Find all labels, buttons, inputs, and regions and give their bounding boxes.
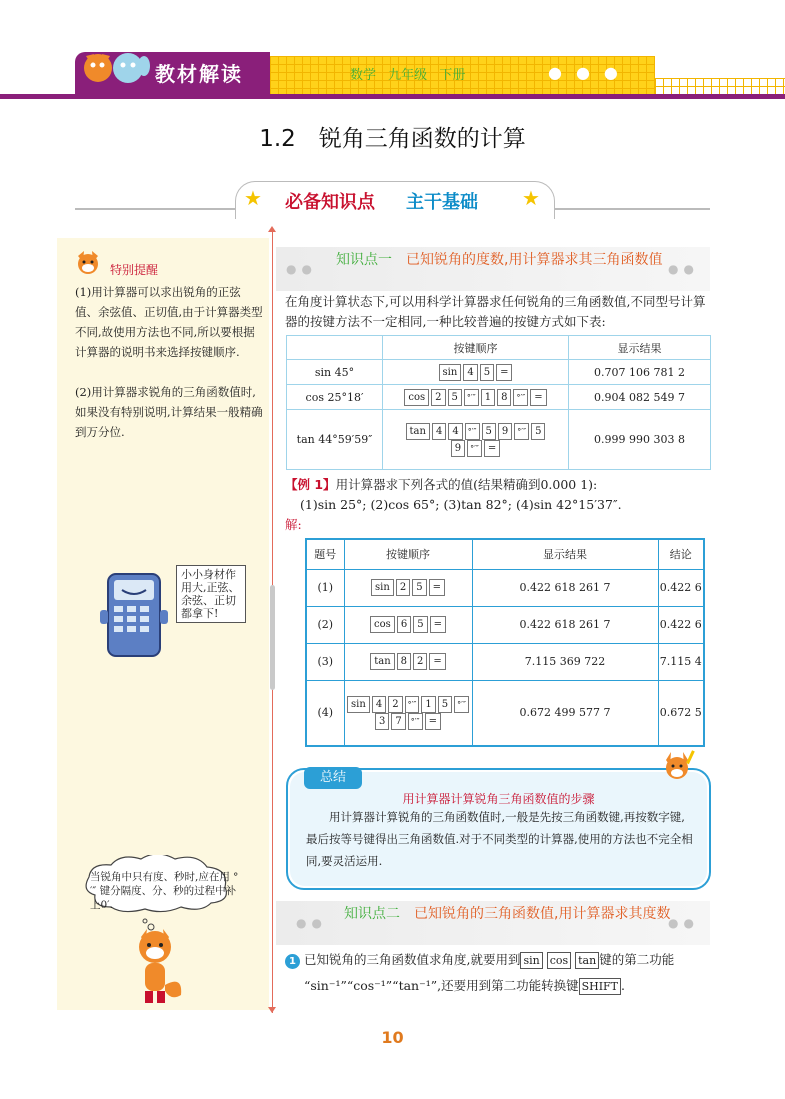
subject-label xyxy=(350,64,465,83)
conclusion-cell: 7.115 4 xyxy=(658,643,704,680)
calculator-key: = xyxy=(484,440,500,457)
kp2-text-line xyxy=(304,950,714,970)
table-row xyxy=(287,360,711,385)
subject: 数学 xyxy=(350,68,377,83)
key-sequence-cell xyxy=(383,360,569,385)
key-sequence-cell xyxy=(383,385,569,410)
fox-mascot-icon xyxy=(125,915,185,1007)
calculator-key: 4 xyxy=(463,364,477,381)
calculator-key: 3 xyxy=(375,713,389,730)
calculator-key: cos xyxy=(404,389,429,406)
calculator-key: sin xyxy=(371,579,394,596)
table-header: 显示结果 xyxy=(569,336,711,360)
dms-key: °′″ xyxy=(405,696,420,713)
dots-decoration: ●● xyxy=(286,262,317,276)
dms-key: °′″ xyxy=(514,423,529,440)
calculator-key: 5 xyxy=(438,696,452,713)
key-sequence-cell xyxy=(344,606,472,643)
expression-cell: cos 25°18′ xyxy=(287,385,383,410)
cos-key: cos xyxy=(547,952,571,969)
example-question xyxy=(285,475,597,495)
kp1-intro: 在角度计算状态下,可以用科学计算器求任何锐角的三角函数值,不同型号计算器的按键方法不一定相同,一种比较普遍的按键方式如下表: xyxy=(285,294,706,329)
kp2-label: 知识点二 xyxy=(344,906,400,922)
kp1-heading xyxy=(336,250,666,270)
calculator-key: 2 xyxy=(396,579,410,596)
calculator-key: = xyxy=(530,389,546,406)
grade: 九年级 xyxy=(388,68,428,83)
calculator-key: 5 xyxy=(448,389,462,406)
dms-key: °′″ xyxy=(513,389,528,406)
scrollbar-thumb[interactable] xyxy=(270,585,275,690)
calculator-key: 8 xyxy=(497,389,511,406)
calculator-key: tan xyxy=(406,423,430,440)
calculator-key: 7 xyxy=(391,713,405,730)
solution-table xyxy=(305,538,705,747)
calculator-key: = xyxy=(430,616,446,633)
number-cell: (1) xyxy=(306,569,344,606)
expression-cell: tan 44°59′59″ xyxy=(287,410,383,470)
table-header: 结论 xyxy=(658,539,704,569)
tip-text: (1)用计算器可以求出锐角的正弦值、余弦值、正切值,由于计算器类型不同,故使用方法也不同,所以要根据计算器的说明书来选择按键顺序. xyxy=(75,285,263,359)
kp2-text: “sin⁻¹”“cos⁻¹”“tan⁻¹”,还要用到第二功能转换键 xyxy=(304,978,579,993)
table-row xyxy=(287,385,711,410)
summary-title: 用计算器计算锐角三角函数值的步骤 xyxy=(402,792,595,806)
section-title: 1.2 锐角三角函数的计算 xyxy=(259,126,526,152)
table-header: 按键顺序 xyxy=(344,539,472,569)
header-rule xyxy=(0,94,785,99)
scroll-down-arrow-icon[interactable] xyxy=(268,1007,276,1013)
kp2-heading xyxy=(344,904,674,924)
section-pill xyxy=(235,181,555,219)
shift-key: SHIFT xyxy=(579,978,621,995)
expression-cell: sin 45° xyxy=(287,360,383,385)
table-header: 显示结果 xyxy=(472,539,658,569)
key-sequence-table xyxy=(286,335,711,470)
calculator-key: 4 xyxy=(432,423,446,440)
number-cell: (2) xyxy=(306,606,344,643)
page-number: 10 xyxy=(381,1028,404,1047)
conclusion-cell: 0.422 6 xyxy=(658,606,704,643)
key-sequence-cell xyxy=(383,410,569,470)
calculator-key: 2 xyxy=(388,696,402,713)
number-cell: (3) xyxy=(306,643,344,680)
calculator-key: sin xyxy=(439,364,462,381)
calculator-key: 4 xyxy=(448,423,462,440)
calculator-key: = xyxy=(429,579,445,596)
kp2-text: 已知锐角的三角函数值求角度,就要用到 xyxy=(304,952,521,967)
table-header: 题号 xyxy=(306,539,344,569)
tip-title: 特别提醒 xyxy=(110,263,159,277)
table-row xyxy=(306,680,704,746)
calculator-key: 9 xyxy=(498,423,512,440)
calculator-key: sin xyxy=(347,696,370,713)
table-header-empty xyxy=(287,336,383,360)
kp2-text: 键的第二功能 xyxy=(599,952,675,967)
calculator-key: = xyxy=(425,713,441,730)
conclusion-cell: 0.672 5 xyxy=(658,680,704,746)
result-cell: 0.707 106 781 2 xyxy=(569,360,711,385)
key-sequence-cell xyxy=(344,643,472,680)
calculator-key: 4 xyxy=(372,696,386,713)
star-icon: ★ xyxy=(244,186,262,210)
result-cell: 0.422 618 261 7 xyxy=(472,606,658,643)
fox-icon xyxy=(655,748,701,788)
dms-key: °′″ xyxy=(465,423,480,440)
pill-title-b: 主干基础 xyxy=(406,192,478,213)
sin-key: sin xyxy=(520,952,542,969)
kp1-label: 知识点一 xyxy=(336,252,392,268)
key-sequence-cell xyxy=(344,680,472,746)
dots-decoration: ●● xyxy=(668,262,699,276)
number-cell: (4) xyxy=(306,680,344,746)
calculator-key: 1 xyxy=(481,389,495,406)
example-text: 用计算器求下列各式的值(结果精确到0.000 1): xyxy=(335,477,598,492)
calculator-key: 5 xyxy=(482,423,496,440)
calculator-mascot-icon xyxy=(100,570,170,660)
dots-decoration: ●● xyxy=(668,916,699,930)
example-items: (1)sin 25°; (2)cos 65°; (3)tan 82°; (4)sin 42°15′37″. xyxy=(300,497,622,512)
brand-title: 教材解读 xyxy=(155,62,243,86)
example-label: 【例 1】 xyxy=(285,477,336,492)
calculator-key: 5 xyxy=(412,579,426,596)
calculator-key: = xyxy=(496,364,512,381)
result-cell: 0.904 082 549 7 xyxy=(569,385,711,410)
number-badge: 1 xyxy=(285,954,300,969)
mascot-illustration xyxy=(78,44,150,90)
dms-key: °′″ xyxy=(464,389,479,406)
calculator-key: 2 xyxy=(431,389,445,406)
pill-title-a: 必备知识点 xyxy=(285,192,375,213)
dms-key: °′″ xyxy=(454,696,469,713)
calculator-speech-bubble: 小小身材作用大,正弦、余弦、正切都拿下! xyxy=(176,565,246,623)
calculator-key: cos xyxy=(370,616,395,633)
calculator-key: 5 xyxy=(480,364,494,381)
key-sequence-cell xyxy=(344,569,472,606)
fox-icon xyxy=(72,248,108,276)
banner-dots: ●●● xyxy=(548,63,632,82)
star-icon: ★ xyxy=(522,186,540,210)
calculator-key: 8 xyxy=(397,653,411,670)
scroll-up-arrow-icon[interactable] xyxy=(268,226,276,232)
result-cell: 0.422 618 261 7 xyxy=(472,569,658,606)
thought-cloud-text: 当锐角中只有度、秒时,应在用 °′″ 键分隔度、分、秒的过程中补上0′. xyxy=(90,871,239,911)
result-cell: 0.672 499 577 7 xyxy=(472,680,658,746)
calculator-key: 5 xyxy=(413,616,427,633)
kp2-text-line xyxy=(304,976,714,996)
tip-text: (2)用计算器求锐角的三角函数值时,如果没有特别说明,计算结果一般精确到万分位. xyxy=(75,385,263,439)
calculator-key: 2 xyxy=(413,653,427,670)
calculator-key: = xyxy=(429,653,445,670)
kp1-title: 已知锐角的度数,用计算器求其三角函数值 xyxy=(406,252,663,268)
kp2-title: 已知锐角的三角函数值,用计算器求其度数 xyxy=(414,906,671,922)
summary-text: 用计算器计算锐角的三角函数值时,一般是先按三角函数键,再按数字键,最后按等号键得出三角函数值.对于不同类型的计算器,使用的方法也不完全相同,要灵活运用. xyxy=(306,810,693,868)
table-row xyxy=(306,643,704,680)
solution-label: 解: xyxy=(285,517,302,532)
dots-decoration: ●● xyxy=(296,916,327,930)
dms-key: °′″ xyxy=(467,440,482,457)
calculator-key: 1 xyxy=(421,696,435,713)
table-row xyxy=(306,606,704,643)
table-row xyxy=(306,569,704,606)
table-header: 按键顺序 xyxy=(383,336,569,360)
calculator-key: 9 xyxy=(451,440,465,457)
conclusion-cell: 0.422 6 xyxy=(658,569,704,606)
volume: 下册 xyxy=(439,68,466,83)
calculator-key: tan xyxy=(370,653,394,670)
dms-key: °′″ xyxy=(408,713,423,730)
result-cell: 0.999 990 303 8 xyxy=(569,410,711,470)
banner-grid-decoration xyxy=(655,78,785,94)
summary-tab: 总结 xyxy=(304,767,362,789)
result-cell: 7.115 369 722 xyxy=(472,643,658,680)
kp2-text: . xyxy=(621,978,626,993)
calculator-key: 6 xyxy=(397,616,411,633)
calculator-key: 5 xyxy=(531,423,545,440)
tan-key: tan xyxy=(575,952,599,969)
table-row xyxy=(287,410,711,470)
